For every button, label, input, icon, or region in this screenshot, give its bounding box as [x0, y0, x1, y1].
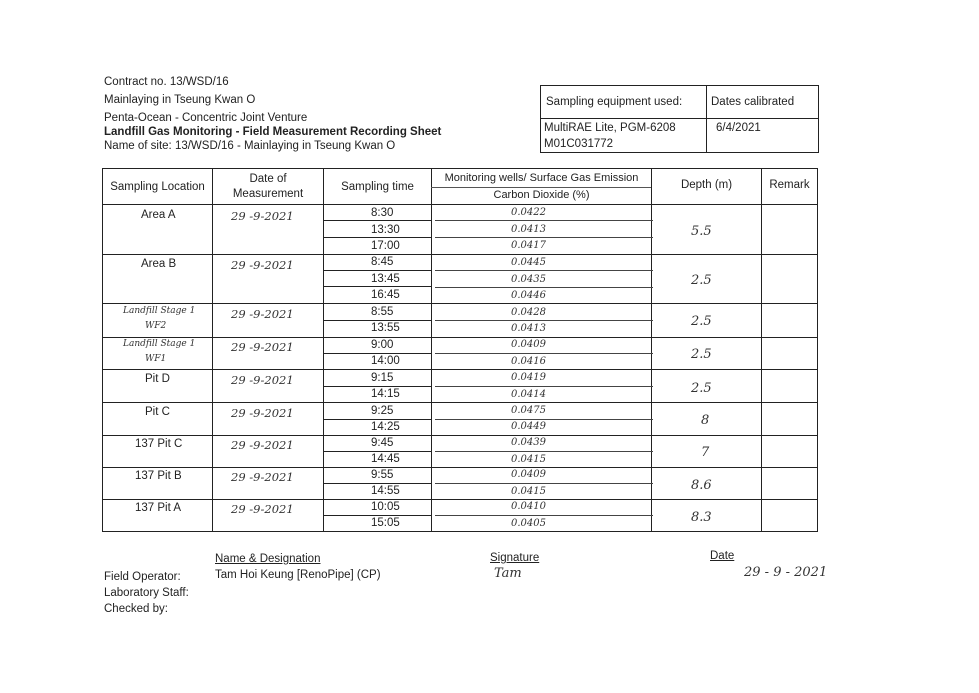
lab-staff-label: Laboratory Staff:: [104, 587, 189, 599]
equipment-model: MultiRAE Lite, PGM-6208: [544, 122, 676, 134]
header-date-line2: Measurement: [232, 188, 304, 200]
calibration-date: 6/4/2021: [716, 122, 761, 134]
co2-landfill-wf2-1: 0.0428: [511, 307, 546, 318]
header-sampling-time: Sampling time: [341, 181, 414, 193]
header-date-line1: Date of: [249, 173, 287, 185]
co2-pit-c-1: 0.0475: [511, 405, 546, 416]
depth-137-pit-b: 8.6: [691, 478, 712, 493]
co2-137-pit-a-1: 0.0410: [511, 501, 546, 512]
date-pit-d: 29 -9-2021: [231, 373, 294, 387]
co2-area-b-3: 0.0446: [511, 290, 546, 301]
time-landfill-wf1-2: 14:00: [371, 355, 400, 367]
field-operator-name: Tam Hoi Keung [RenoPipe] (CP): [215, 569, 381, 581]
time-landfill-wf1-1: 9:00: [371, 339, 394, 351]
location-pit-c: Pit C: [145, 406, 170, 418]
time-137-pit-b-2: 14:55: [371, 485, 400, 497]
time-area-a-2: 13:30: [371, 224, 400, 236]
location-137-pit-c: 137 Pit C: [135, 438, 183, 450]
depth-137-pit-c: 7: [701, 445, 710, 460]
co2-pit-d-1: 0.0419: [511, 372, 546, 383]
depth-landfill-wf1: 2.5: [691, 347, 712, 362]
time-area-b-2: 13:45: [371, 273, 400, 285]
co2-landfill-wf2-2: 0.0413: [511, 323, 546, 334]
co2-pit-d-2: 0.0414: [511, 389, 546, 400]
field-operator-date: 29 - 9 - 2021: [744, 565, 828, 580]
location-137-pit-b: 137 Pit B: [135, 470, 182, 482]
signature-heading: Signature: [490, 552, 540, 564]
co2-137-pit-a-2: 0.0405: [511, 518, 546, 529]
location-area-a: Area A: [141, 209, 176, 221]
contract-number: Contract no. 13/WSD/16: [104, 76, 229, 88]
date-heading: Date: [710, 550, 735, 562]
time-137-pit-c-1: 9:45: [371, 437, 394, 449]
co2-landfill-wf1-1: 0.0409: [511, 339, 546, 350]
dates-calibrated-label: Dates calibrated: [711, 96, 795, 108]
depth-137-pit-a: 8.3: [691, 510, 712, 525]
co2-137-pit-b-2: 0.0415: [511, 486, 546, 497]
depth-pit-c: 8: [701, 413, 710, 428]
co2-area-a-2: 0.0413: [511, 224, 546, 235]
location-landfill-wf2: Landfill Stage 1: [123, 306, 196, 316]
equipment-box: [540, 85, 819, 153]
date-area-b: 29 -9-2021: [231, 258, 294, 272]
co2-137-pit-b-1: 0.0409: [511, 469, 546, 480]
time-pit-c-2: 14:25: [371, 421, 400, 433]
co2-area-a-3: 0.0417: [511, 240, 546, 251]
depth-landfill-wf2: 2.5: [691, 314, 712, 329]
header-monitoring-line2: Carbon Dioxide (%): [493, 189, 590, 201]
co2-area-a-1: 0.0422: [511, 207, 546, 218]
header-monitoring-line1: Monitoring wells/ Surface Gas Emission: [444, 172, 639, 184]
sheet-title: Landfill Gas Monitoring - Field Measurement Recording Sheet: [104, 126, 442, 138]
co2-137-pit-c-1: 0.0439: [511, 437, 546, 448]
time-137-pit-a-1: 10:05: [371, 501, 400, 513]
co2-landfill-wf1-2: 0.0416: [511, 356, 546, 367]
date-landfill-wf2: 29 -9-2021: [231, 307, 294, 321]
location-landfill-wf2-sub: WF2: [145, 321, 167, 331]
field-operator-label: Field Operator:: [104, 571, 181, 583]
header-depth: Depth (m): [680, 179, 733, 191]
co2-pit-c-2: 0.0449: [511, 421, 546, 432]
time-137-pit-b-1: 9:55: [371, 469, 394, 481]
depth-area-a: 5.5: [691, 224, 712, 239]
location-137-pit-a: 137 Pit A: [135, 502, 182, 514]
date-pit-c: 29 -9-2021: [231, 406, 294, 420]
checked-by-label: Checked by:: [104, 603, 168, 615]
depth-area-b: 2.5: [691, 273, 712, 288]
time-area-b-1: 8:45: [371, 256, 394, 268]
location-pit-d: Pit D: [145, 373, 170, 385]
time-area-a-3: 17:00: [371, 240, 400, 252]
date-137-pit-a: 29 -9-2021: [231, 502, 294, 516]
time-landfill-wf2-1: 8:55: [371, 306, 394, 318]
site-name: Name of site: 13/WSD/16 - Mainlaying in Tseung Kwan O: [104, 140, 396, 152]
location-landfill-wf1-sub: WF1: [145, 354, 167, 364]
time-pit-d-1: 9:15: [371, 372, 394, 384]
equipment-used-label: Sampling equipment used:: [546, 96, 683, 108]
time-137-pit-a-2: 15:05: [371, 517, 400, 529]
time-landfill-wf2-2: 13:55: [371, 322, 400, 334]
depth-pit-d: 2.5: [691, 381, 712, 396]
date-137-pit-c: 29 -9-2021: [231, 438, 294, 452]
measurement-table: [102, 168, 818, 532]
date-137-pit-b: 29 -9-2021: [231, 470, 294, 484]
time-area-b-3: 16:45: [371, 289, 400, 301]
header-remark: Remark: [769, 179, 810, 191]
field-operator-signature: Tam: [494, 566, 522, 581]
contractor-name: Penta-Ocean - Concentric Joint Venture: [104, 112, 308, 124]
time-area-a-1: 8:30: [371, 207, 394, 219]
location-area-b: Area B: [141, 258, 177, 270]
date-area-a: 29 -9-2021: [231, 209, 294, 223]
co2-area-b-1: 0.0445: [511, 257, 546, 268]
date-landfill-wf1: 29 -9-2021: [231, 340, 294, 354]
header-sampling-location: Sampling Location: [110, 181, 205, 193]
project-name: Mainlaying in Tseung Kwan O: [104, 94, 256, 106]
co2-area-b-2: 0.0435: [511, 274, 546, 285]
time-137-pit-c-2: 14:45: [371, 453, 400, 465]
time-pit-c-1: 9:25: [371, 405, 394, 417]
location-landfill-wf1: Landfill Stage 1: [123, 339, 196, 349]
name-designation-heading: Name & Designation: [215, 553, 321, 565]
co2-137-pit-c-2: 0.0415: [511, 454, 546, 465]
time-pit-d-2: 14:15: [371, 388, 400, 400]
equipment-serial: M01C031772: [544, 138, 614, 150]
